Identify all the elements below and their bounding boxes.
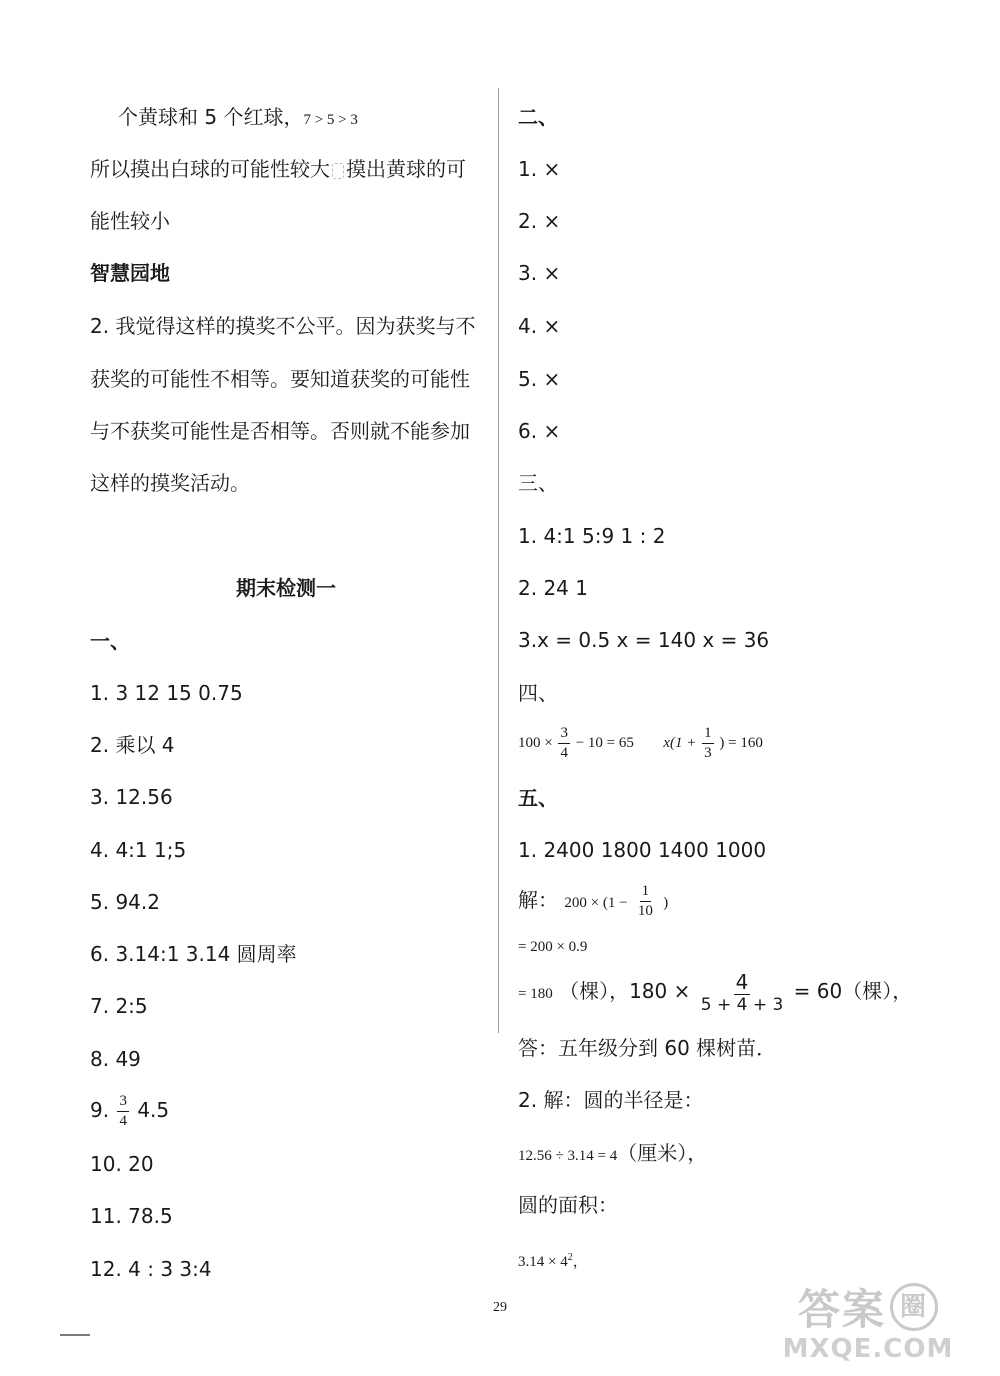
answer-line: 11. 78.5 [90,1204,173,1228]
tf-answer: 5. × [518,367,561,391]
tf-answer: 6. × [518,419,561,443]
answer-line: 3. 12.56 [90,785,173,809]
answer-line: 1. 3 12 15 0.75 [90,681,243,705]
expr: = 180 [518,986,553,1002]
watermark-stamp: 圈 [890,1283,938,1331]
expr: = 60（棵）， [793,979,913,1003]
answer-statement: 答：五年级分到 60 棵树苗． [518,1036,777,1060]
text-line [90,156,466,182]
line2-text: 所以摸出白球的可能性较大 [90,157,330,181]
answer-line: 2. 24 1 [518,576,588,600]
watermark-logo [748,1282,988,1372]
fraction [702,726,714,761]
paragraph-line: 获奖的可能性不相等。要知道获奖的可能性 [90,367,470,391]
part-heading: 四、 [518,681,558,705]
solution-line: = 200 × 0.9 [518,939,588,955]
answer-line: 5. 94.2 [90,890,160,914]
eq2-right: ) = 160 [719,735,763,751]
answer-line-fraction [90,1086,169,1134]
eq1-right: − 10 = 65 [575,735,634,751]
fraction [699,969,786,1015]
tf-answer: 4. × [518,314,561,338]
denominator: 4 [119,1113,127,1129]
expr: ) [663,895,669,911]
right-column [500,0,1000,1376]
exam-title: 期末检测一 [236,576,336,600]
equations [518,720,763,766]
exponent: 2 [567,1252,573,1263]
page-number: 29 [493,1300,507,1315]
line1-text: 个黄球和 5 个红球， [118,105,304,129]
eq2-left: x(1 + [663,735,697,751]
answer-line: 6. 3.14:1 3.14 圆周率 [90,942,297,966]
line2b-text: 摸出黄球的可 [346,157,466,181]
section-title: 智慧园地 [90,261,170,285]
answer-line: 1. 2400 1800 1400 1000 [518,838,767,862]
expr: （厘米）， [617,1141,708,1165]
tf-answer: 1. × [518,157,561,181]
part-heading: 五、 [518,786,558,810]
fraction [636,884,655,919]
eq1-left: 100 × [518,735,553,751]
answer-line: 3.x = 0.5 x = 140 x = 36 [518,628,770,652]
fraction [117,1094,129,1129]
tf-answer: 3. × [518,261,561,285]
solution-line [518,1140,707,1169]
answer-line: 1. 4:1 5:9 1 : 2 [518,524,666,548]
answer-line: 4. 4:1 1;5 [90,838,187,862]
paragraph-line: 与不获奖可能性是否相等。否则就不能参加 [90,419,470,443]
paragraph-line: 这样的摸奖活动。 [90,471,250,495]
inequality: 7 > 5 > 3 [303,112,358,128]
expr: 3.14 × 4 [518,1254,568,1270]
watermark-site: MXQE.COM [782,1334,954,1364]
answer-line: 圆的面积： [518,1193,618,1217]
expr: 12.56 ÷ 3.14 = 4 [518,1148,618,1164]
answer-line: 2. 解：圆的半径是： [518,1088,704,1112]
numerator: 1 [702,726,714,744]
numerator: 3 [558,726,570,744]
denominator: 4 [560,745,568,762]
answer-number: 9. [90,1098,110,1122]
smudge-mark [332,163,344,179]
watermark-top [748,1282,988,1332]
column-divider [498,88,499,1033]
expr: ， [572,1254,588,1270]
numerator: 3 [117,1094,129,1112]
expr: 200 × (1 − [564,895,628,911]
paragraph-line: 2. 我觉得这样的摸奖不公平。因为获奖与不 [90,314,476,338]
answer-line: 7. 2:5 [90,994,148,1018]
solution-label: 解： [518,888,558,912]
tf-answer: 2. × [518,209,561,233]
answer-line: 12. 4 : 3 3:4 [90,1257,212,1281]
answer-line: 2. 乘以 4 [90,733,175,757]
fraction [558,726,570,761]
denominator: 3 [704,745,712,762]
answer-line: 8. 49 [90,1047,141,1071]
watermark-text: 答案 [797,1285,886,1334]
solution-line [518,878,668,925]
corner-mark [60,1334,90,1336]
denominator: 5 + 4 + 3 [700,994,784,1015]
solution-line [518,1245,588,1275]
text-line: 能性较小 [90,209,170,233]
solution-line [518,966,912,1019]
part-heading: 三、 [518,471,558,495]
denominator: 10 [637,903,653,919]
answer-line: 10. 20 [90,1152,154,1176]
text-line [118,104,358,133]
answer-value: 4.5 [137,1098,170,1122]
numerator: 1 [640,884,652,902]
numerator: 4 [735,969,749,994]
part-heading: 二、 [518,105,558,129]
part-heading: 一、 [90,629,130,653]
expr: （棵），180 × [559,979,691,1003]
